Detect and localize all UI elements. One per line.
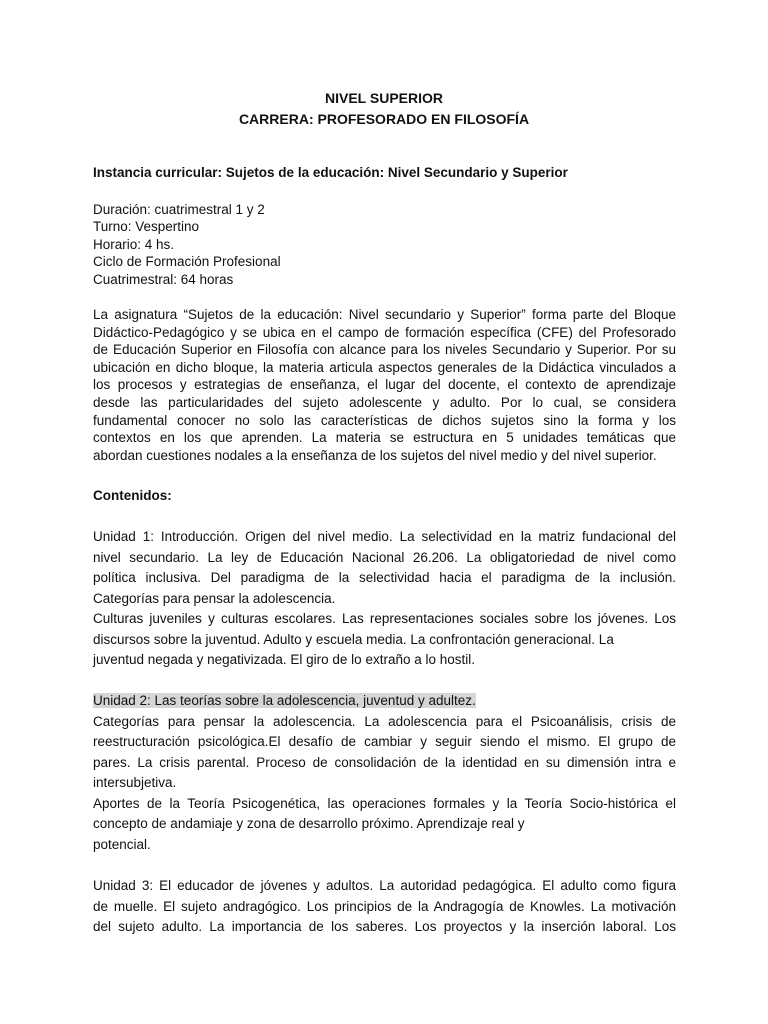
instancia-curricular: Instancia curricular: Sujetos de la educación: Nivel Secundario y Superior bbox=[93, 165, 568, 180]
paragraph-line: ubicación en dicho bloque, la materia articula aspectos generales de la Didáctica vinculados a bbox=[93, 359, 676, 375]
unidad-3 bbox=[93, 876, 676, 938]
document-title: NIVEL SUPERIOR bbox=[325, 90, 443, 106]
paragraph-line: desde las particularidades del sujeto adolescente y adulto. Por lo cual, se considera bbox=[93, 394, 676, 410]
paragraph-line: Unidad 3: El educador de jóvenes y adultos. La autoridad pedagógica. El adulto como figura bbox=[93, 878, 676, 893]
paragraph-line: contextos en los que aprenden. La materia se estructura en 5 unidades temáticas que bbox=[93, 430, 676, 446]
detail-duracion: Duración: cuatrimestral 1 y 2 bbox=[93, 202, 265, 217]
paragraph-line: La asignatura “Sujetos de la educación: Nivel secundario y Superior” forma parte del Bloque bbox=[93, 307, 676, 322]
paragraph-line: los procesos y estrategias de enseñanza, el lugar del docente, el contexto de aprendizaje bbox=[93, 377, 676, 393]
paragraph-line: discursos sobre la juventud. Adulto y escuela media. La confrontación generacional. La bbox=[93, 631, 614, 647]
paragraph-line: reestructuración psicológica.El desafío de cambiar y seguir siendo el mismo. El grupo de bbox=[93, 734, 676, 749]
paragraph-line: intersubjetiva. bbox=[93, 775, 177, 790]
contenidos-heading: Contenidos: bbox=[93, 488, 172, 503]
intro-paragraph bbox=[93, 306, 676, 464]
document-subtitle: CARRERA: PROFESORADO EN FILOSOFÍA bbox=[238, 111, 530, 127]
detail-horario: Horario: 4 hs. bbox=[93, 236, 175, 252]
paragraph-line: política inclusiva. Del paradigma de la selectividad hacia el paradigma de la inclusión. bbox=[93, 570, 676, 585]
paragraph-line: del sujeto adulto. La importancia de los saberes. Los proyectos y la inserción laboral. Los bbox=[93, 919, 676, 934]
paragraph-line: Culturas juveniles y culturas escolares. Las representaciones sociales sobre los jóvenes. Los bbox=[93, 611, 676, 626]
paragraph-line: fundamental conocer no solo las características de dichos sujetos sino la forma y los bbox=[93, 412, 676, 428]
unidad-2-heading: Unidad 2: Las teorías sobre la adolescencia, juventud y adultez. bbox=[93, 693, 476, 708]
paragraph-line: nivel secundario. La ley de Educación Nacional 26.206. La obligatoriedad de nivel como bbox=[93, 549, 676, 565]
unidad-2 bbox=[93, 691, 676, 855]
detail-carga: Cuatrimestral: 64 horas bbox=[93, 271, 234, 287]
paragraph-line: concepto de andamiaje y zona de desarrollo próximo. Aprendizaje real y bbox=[93, 816, 525, 831]
paragraph-line: de Educación Superior en Filosofía con alcance para los niveles Secundario y Superior. Por su bbox=[93, 342, 676, 358]
paragraph-line: Unidad 1: Introducción. Origen del nivel medio. La selectividad en la matriz fundacional del bbox=[93, 529, 676, 544]
paragraph-line: de muelle. El sujeto andragógico. Los principios de la Andragogía de Knowles. La motivación bbox=[93, 898, 676, 914]
paragraph-line: potencial. bbox=[93, 836, 151, 852]
paragraph-line: abordan cuestiones nodales a la enseñanza de los sujetos del nivel medio y del nivel superior. bbox=[93, 447, 657, 463]
paragraph-line: pares. La crisis parental. Proceso de consolidación de la identidad en su dimensión intra e bbox=[93, 754, 676, 770]
detail-ciclo: Ciclo de Formación Profesional bbox=[93, 254, 281, 270]
paragraph-line: Aportes de la Teoría Psicogenética, las operaciones formales y la Teoría Socio-histórica el bbox=[93, 795, 676, 811]
paragraph-line: Didáctico-Pedagógico y se ubica en el campo de formación específica (CFE) del Profesorado bbox=[93, 324, 676, 340]
paragraph-line: juventud negada y negativizada. El giro de lo extraño a lo hostil. bbox=[93, 652, 476, 667]
course-details bbox=[93, 201, 676, 288]
unidad-1 bbox=[93, 527, 676, 671]
paragraph-line: Categorías para pensar la adolescencia. La adolescencia para el Psicoanálisis, crisis de bbox=[93, 713, 676, 729]
detail-turno: Turno: Vespertino bbox=[93, 219, 200, 235]
paragraph-line: Categorías para pensar la adolescencia. bbox=[93, 590, 336, 606]
